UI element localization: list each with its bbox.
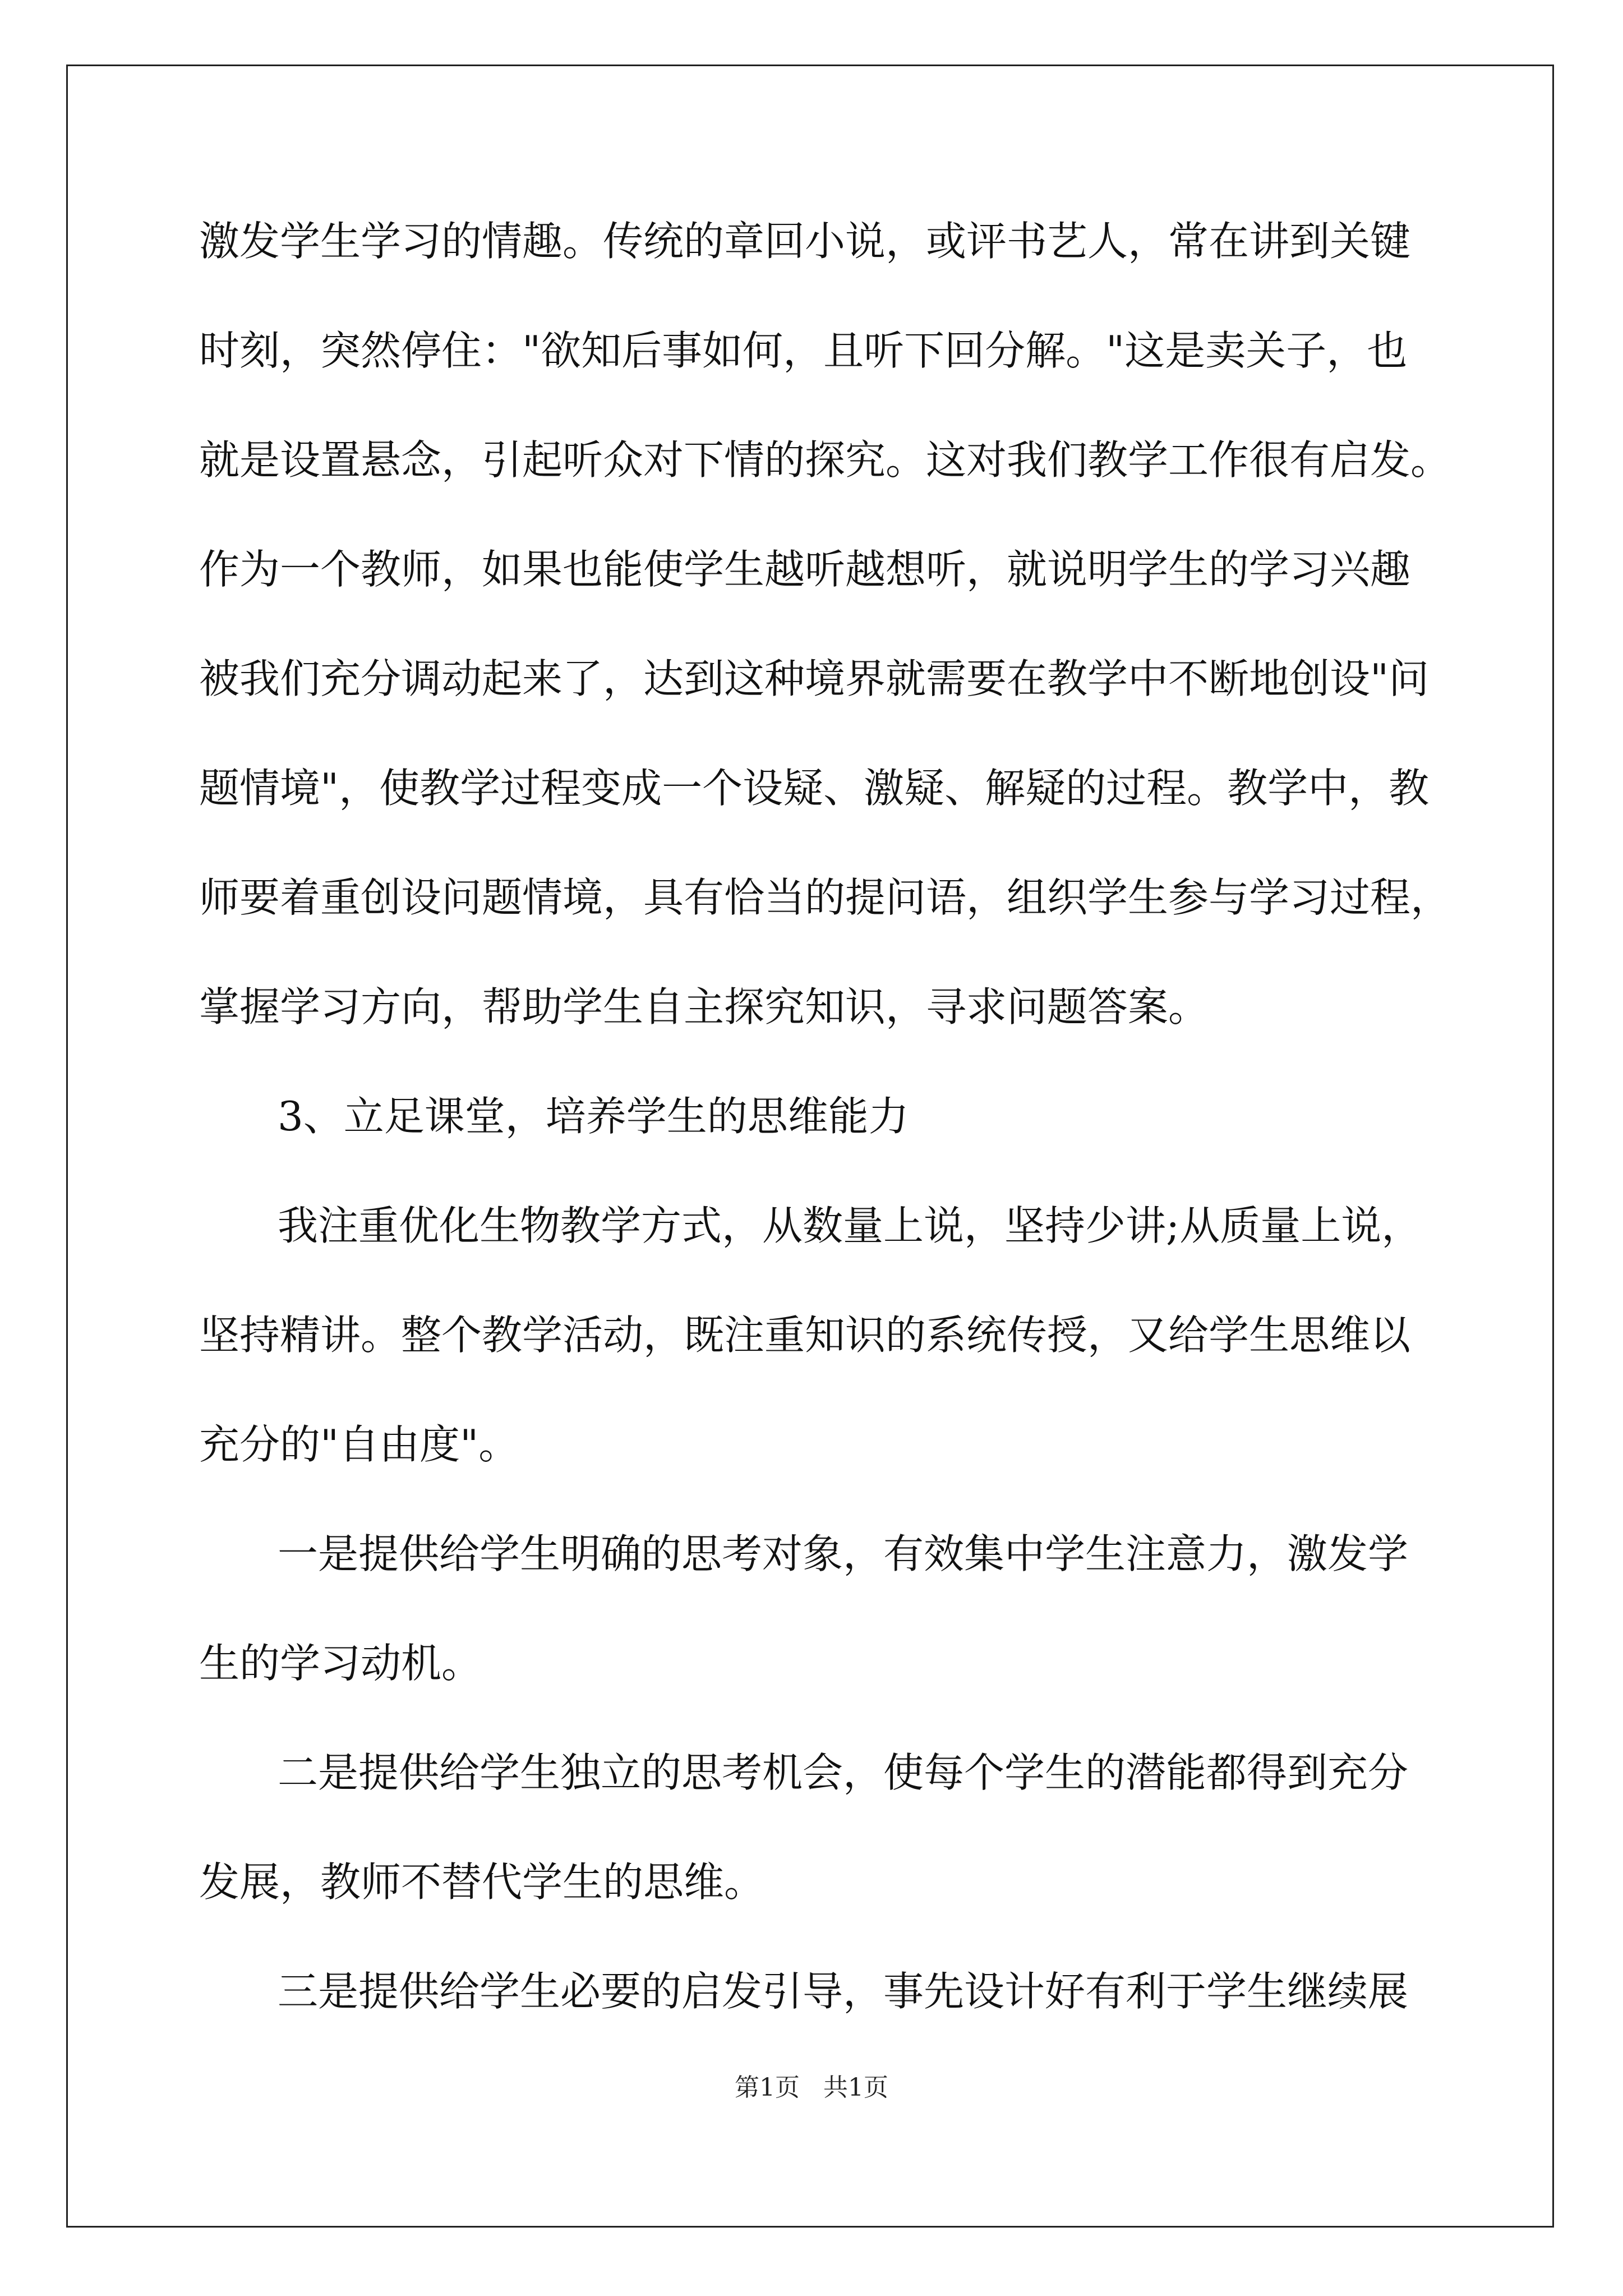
text-line: 三是提供给学生必要的启发引导，事先设计好有利于学生继续展 (278, 1968, 1409, 2015)
text-line: 生的学习动机。 (199, 1640, 482, 1687)
text-line: 师要着重创设问题情境，具有恰当的提问语，组织学生参与学习过程， (199, 874, 1451, 921)
text-line: 充分的"自由度"。 (199, 1421, 519, 1468)
text-line: 发展，教师不替代学生的思维。 (199, 1858, 765, 1906)
section-heading: 3、立足课堂，培养学生的思维能力 (278, 1093, 909, 1140)
document-body (199, 213, 1451, 2120)
text-line: 二是提供给学生独立的思考机会，使每个学生的潜能都得到充分 (278, 1749, 1409, 1796)
text-line: 就是设置悬念，引起听众对下情的探究。这对我们教学工作很有启发。 (199, 436, 1451, 484)
text-line: 被我们充分调动起来了，达到这种境界就需要在教学中不断地创设"问 (199, 655, 1430, 702)
text-line: 我注重优化生物教学方式，从数量上说，坚持少讲;从质量上说， (278, 1202, 1422, 1249)
text-line: 激发学生学习的情趣。传统的章回小说，或评书艺人，常在讲到关键 (199, 218, 1411, 265)
text-line: 掌握学习方向，帮助学生自主探究知识，寻求问题答案。 (199, 983, 1209, 1030)
text-line: 一是提供给学生明确的思考对象，有效集中学生注意力，激发学 (278, 1530, 1409, 1577)
text-line: 坚持精讲。整个教学活动，既注重知识的系统传授，又给学生思维以 (199, 1312, 1411, 1359)
text-line: 题情境"，使教学过程变成一个设疑、激疑、解疑的过程。教学中，教 (199, 765, 1430, 812)
page-number-footer: 第1页 共1页 (735, 2073, 888, 2102)
text-line: 时刻，突然停住："欲知后事如何，且听下回分解。"这是卖关子，也 (199, 327, 1408, 374)
text-line: 作为一个教师，如果也能使学生越听越想听，就说明学生的学习兴趣 (199, 546, 1411, 593)
